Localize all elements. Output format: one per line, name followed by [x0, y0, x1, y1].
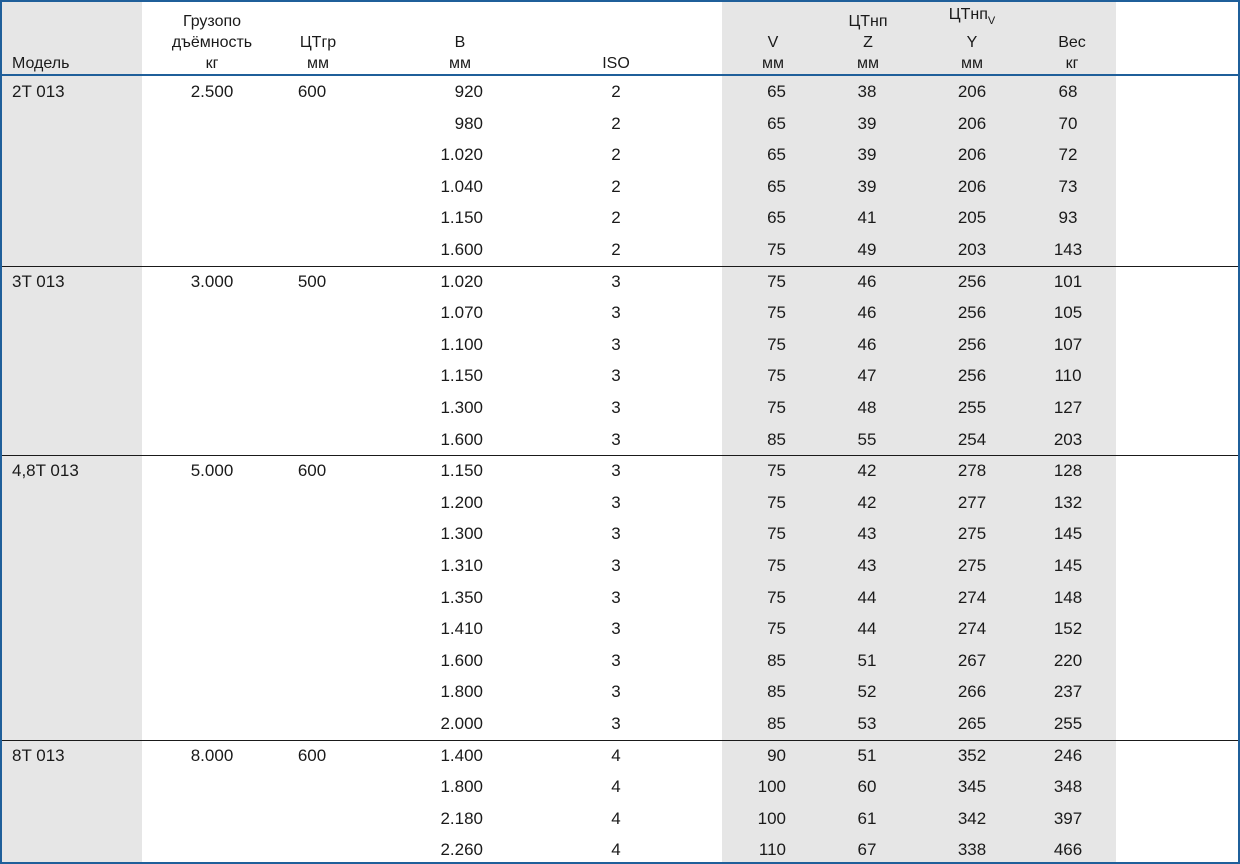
cell-z: 53: [857, 714, 877, 733]
cell-capacity: 8.000: [190, 745, 234, 765]
cell-v: 75: [767, 398, 786, 417]
cell-v: 100: [757, 777, 786, 797]
cell-weight: 237: [1053, 682, 1083, 702]
cell-weight: 110: [1054, 366, 1082, 386]
header-y-top-subscript: V: [987, 15, 996, 27]
cell-z: 46: [857, 334, 877, 354]
cell-b: 1.400: [440, 745, 483, 765]
cell-b: 2.000: [440, 714, 483, 733]
cell-weight: 143: [1053, 240, 1083, 259]
cell-weight: 68: [1058, 82, 1078, 101]
cell-y: 345: [957, 777, 987, 797]
cell-v: 85: [767, 682, 786, 702]
cell-z: 39: [857, 113, 877, 133]
cell-model: 3T 013: [12, 271, 65, 291]
header-y-unit: мм: [960, 55, 983, 72]
cell-b: 1.800: [440, 682, 483, 702]
table-row: [2, 297, 1240, 329]
cell-b: 1.100: [440, 334, 483, 354]
cell-b: 1.800: [440, 777, 483, 797]
cell-v: 85: [767, 714, 786, 733]
cell-y: 256: [957, 271, 987, 291]
cell-v: 85: [767, 650, 786, 670]
cell-ctgr: 600: [297, 82, 327, 101]
cell-weight: 203: [1053, 429, 1083, 449]
cell-iso: 3: [611, 650, 621, 670]
cell-z: 47: [857, 366, 877, 386]
cell-z: 67: [857, 840, 877, 860]
cell-weight: 348: [1053, 777, 1083, 797]
header-z-top: ЦТнп: [848, 13, 888, 30]
cell-b: 1.600: [440, 429, 483, 449]
table-row: [2, 139, 1240, 171]
cell-y: 266: [957, 682, 987, 702]
table-row: [2, 708, 1240, 740]
cell-z: 39: [857, 176, 877, 196]
cell-v: 65: [767, 113, 786, 133]
cell-y: 206: [957, 176, 987, 196]
table-row: [2, 771, 1240, 803]
table-row: [2, 76, 1240, 108]
table-row: [2, 676, 1240, 708]
cell-weight: 107: [1053, 334, 1083, 354]
table-row: [2, 613, 1240, 645]
cell-iso: 4: [611, 808, 621, 828]
cell-v: 75: [767, 556, 786, 575]
cell-iso: 4: [611, 840, 621, 860]
table-row: [2, 518, 1240, 550]
cell-z: 46: [857, 303, 877, 323]
cell-v: 75: [767, 587, 786, 607]
header-z-unit: мм: [856, 55, 879, 72]
header-capacity-line2: дъёмность: [171, 34, 253, 51]
cell-z: 60: [857, 777, 877, 797]
cell-z: 42: [857, 492, 877, 512]
cell-y: 254: [957, 429, 987, 449]
table-row: [2, 803, 1240, 835]
cell-b: 1.070: [440, 303, 483, 323]
cell-z: 51: [857, 745, 877, 765]
cell-v: 65: [767, 145, 786, 165]
cell-y: 274: [957, 587, 987, 607]
cell-b: 1.600: [440, 650, 483, 670]
cell-y: 206: [957, 82, 987, 101]
cell-b: 1.350: [440, 587, 483, 607]
cell-y: 274: [957, 619, 987, 639]
cell-b: 2.180: [440, 808, 483, 828]
cell-iso: 2: [611, 208, 621, 228]
cell-v: 75: [767, 334, 786, 354]
cell-z: 55: [857, 429, 877, 449]
cell-iso: 3: [611, 714, 621, 733]
cell-y: 275: [957, 524, 987, 544]
cell-b: 1.040: [440, 176, 483, 196]
cell-iso: 2: [611, 145, 621, 165]
cell-ctgr: 600: [297, 745, 327, 765]
cell-z: 39: [857, 145, 877, 165]
table-row: [2, 645, 1240, 677]
table-row: [2, 392, 1240, 424]
cell-b: 1.200: [440, 492, 483, 512]
cell-weight: 152: [1053, 619, 1083, 639]
cell-v: 75: [767, 492, 786, 512]
cell-ctgr: 600: [297, 461, 327, 481]
header-b-label: B: [454, 34, 466, 51]
cell-v: 65: [767, 82, 786, 101]
cell-iso: 4: [611, 777, 621, 797]
cell-weight: 255: [1053, 714, 1083, 733]
cell-weight: 72: [1058, 145, 1078, 165]
cell-iso: 3: [611, 492, 621, 512]
cell-v: 75: [767, 461, 786, 481]
cell-z: 44: [857, 619, 877, 639]
cell-v: 75: [767, 240, 786, 259]
cell-b: 980: [454, 113, 483, 133]
cell-y: 342: [957, 808, 987, 828]
table-row: [2, 171, 1240, 203]
cell-capacity: 3.000: [190, 271, 234, 291]
table-row: [2, 550, 1240, 582]
header-b: [449, 32, 471, 74]
cell-weight: 105: [1053, 303, 1083, 323]
cell-weight: 132: [1053, 492, 1083, 512]
cell-v: 75: [767, 366, 786, 386]
cell-weight: 466: [1053, 840, 1083, 860]
header-z: [848, 11, 887, 74]
cell-weight: 397: [1053, 808, 1083, 828]
header-y-top: [949, 4, 995, 32]
cell-weight: 145: [1053, 524, 1083, 544]
cell-z: 38: [857, 82, 877, 101]
cell-b: 1.600: [440, 240, 483, 259]
cell-b: 1.150: [440, 461, 483, 481]
cell-b: 920: [454, 82, 483, 101]
cell-y: 256: [957, 303, 987, 323]
cell-ctgr: 500: [297, 271, 327, 291]
cell-model: 4,8T 013: [12, 461, 79, 481]
header-v: [762, 32, 784, 74]
table-row: [2, 487, 1240, 519]
cell-v: 65: [767, 208, 786, 228]
cell-iso: 3: [611, 366, 621, 386]
cell-weight: 93: [1058, 208, 1078, 228]
cell-y: 255: [957, 398, 987, 417]
cell-y: 205: [957, 208, 987, 228]
cell-iso: 3: [611, 556, 621, 575]
cell-weight: 70: [1058, 113, 1078, 133]
cell-model: 8T 013: [12, 745, 65, 765]
header-v-unit: мм: [762, 55, 784, 72]
cell-y: 275: [957, 556, 987, 575]
cell-v: 75: [767, 619, 786, 639]
header-weight: [1058, 32, 1086, 74]
header-v-label: V: [767, 34, 779, 51]
table-row: [2, 424, 1240, 456]
cell-z: 43: [857, 556, 877, 575]
header-iso: [602, 53, 630, 74]
header-b-unit: мм: [449, 55, 471, 72]
cell-weight: 101: [1053, 271, 1083, 291]
cell-y: 352: [957, 745, 987, 765]
cell-z: 51: [857, 650, 877, 670]
cell-iso: 3: [611, 682, 621, 702]
cell-weight: 73: [1058, 176, 1078, 196]
table-row: [2, 234, 1240, 266]
table-row: [2, 202, 1240, 234]
cell-weight: 246: [1053, 745, 1083, 765]
cell-weight: 145: [1053, 556, 1083, 575]
cell-y: 256: [957, 334, 987, 354]
header-weight-unit: кг: [1065, 55, 1079, 72]
cell-z: 46: [857, 271, 877, 291]
header-model: [12, 53, 69, 74]
header-model-label: Модель: [12, 55, 70, 72]
cell-weight: 220: [1053, 650, 1083, 670]
table-row: [2, 360, 1240, 392]
cell-b: 1.150: [440, 208, 483, 228]
cell-v: 100: [757, 808, 786, 828]
cell-iso: 3: [611, 334, 621, 354]
cell-b: 1.310: [440, 556, 483, 575]
cell-y: 278: [957, 461, 987, 481]
table-row: [2, 740, 1240, 772]
cell-b: 2.260: [440, 840, 483, 860]
cell-iso: 3: [611, 271, 621, 291]
table-row: [2, 108, 1240, 140]
cell-iso: 3: [611, 429, 621, 449]
cell-v: 90: [767, 745, 786, 765]
header-capacity: [172, 11, 252, 74]
cell-iso: 2: [611, 176, 621, 196]
cell-v: 75: [767, 271, 786, 291]
cell-capacity: 5.000: [190, 461, 234, 481]
cell-z: 52: [857, 682, 877, 702]
cell-z: 49: [857, 240, 877, 259]
table-row: [2, 329, 1240, 361]
header-ctgr: [300, 32, 336, 74]
header-z-label: Z: [863, 34, 873, 51]
cell-b: 1.020: [440, 271, 483, 291]
cell-model: 2T 013: [12, 82, 65, 101]
header-y-top-text: ЦТнп: [948, 6, 988, 23]
cell-y: 206: [957, 145, 987, 165]
cell-iso: 2: [611, 113, 621, 133]
cell-iso: 3: [611, 524, 621, 544]
cell-y: 265: [957, 714, 987, 733]
cell-y: 277: [957, 492, 987, 512]
cell-iso: 3: [611, 619, 621, 639]
header-y-label: Y: [966, 34, 978, 51]
cell-b: 1.150: [440, 366, 483, 386]
cell-weight: 148: [1053, 587, 1083, 607]
cell-v: 75: [767, 303, 786, 323]
table-row: [2, 266, 1240, 298]
cell-z: 48: [857, 398, 877, 417]
cell-y: 203: [957, 240, 987, 259]
table-row: [2, 582, 1240, 614]
cell-b: 1.300: [440, 398, 483, 417]
cell-y: 206: [957, 113, 987, 133]
cell-iso: 3: [611, 461, 621, 481]
cell-v: 65: [767, 176, 786, 196]
header-capacity-unit: кг: [205, 55, 219, 72]
header-y: [949, 4, 995, 74]
cell-capacity: 2.500: [190, 82, 234, 101]
cell-y: 338: [957, 840, 987, 860]
table-row: [2, 834, 1240, 864]
cell-weight: 127: [1053, 398, 1083, 417]
cell-z: 41: [857, 208, 877, 228]
cell-iso: 3: [611, 398, 621, 417]
cell-iso: 3: [611, 587, 621, 607]
cell-iso: 2: [611, 82, 621, 101]
header-iso-label: ISO: [602, 55, 630, 72]
header-capacity-line1: Грузопо: [182, 13, 242, 30]
cell-z: 42: [857, 461, 877, 481]
cell-iso: 2: [611, 240, 621, 259]
header-ctgr-label: ЦТгр: [299, 34, 337, 51]
cell-b: 1.300: [440, 524, 483, 544]
cell-y: 267: [957, 650, 987, 670]
cell-v: 75: [767, 524, 786, 544]
cell-z: 61: [857, 808, 877, 828]
table-row: [2, 455, 1240, 487]
cell-v: 110: [758, 840, 786, 860]
cell-y: 256: [957, 366, 987, 386]
cell-b: 1.020: [440, 145, 483, 165]
header-ctgr-unit: мм: [307, 55, 329, 72]
header-weight-label: Вес: [1058, 34, 1086, 51]
cell-weight: 128: [1053, 461, 1083, 481]
cell-b: 1.410: [440, 619, 483, 639]
table-header: [2, 2, 1240, 74]
cell-z: 44: [857, 587, 877, 607]
cell-z: 43: [857, 524, 877, 544]
cell-iso: 4: [611, 745, 621, 765]
cell-v: 85: [767, 429, 786, 449]
cell-iso: 3: [611, 303, 621, 323]
